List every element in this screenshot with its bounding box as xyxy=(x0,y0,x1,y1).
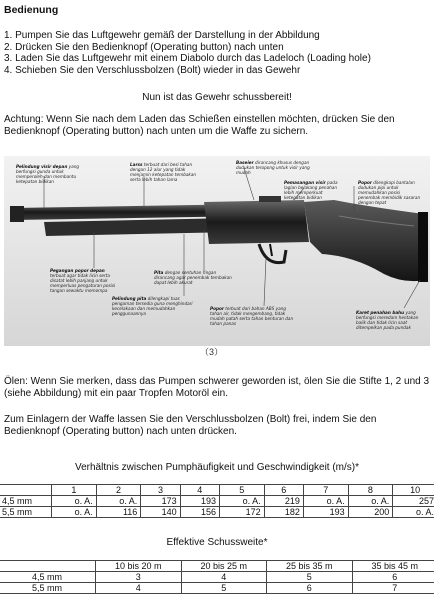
table-header-row xyxy=(0,561,434,572)
table-cell: o. A. xyxy=(348,496,393,507)
ready-note: Nun ist das Gewehr schussbereit! xyxy=(142,92,292,103)
table-cell: o. A. xyxy=(393,507,434,518)
table-cell: 200 xyxy=(348,507,393,518)
table-cell: 116 xyxy=(96,507,141,518)
table-cell: 156 xyxy=(180,507,219,518)
table-cell: 257 xyxy=(393,496,434,507)
table-cell xyxy=(0,485,52,496)
step-item: 4. Schieben Sie den Verschlussbolzen (Bolt) wieder in das Gewehr xyxy=(4,64,301,76)
step-item: 1. Pumpen Sie das Luftgewehr gemäß der Darstellung in der Abbildung xyxy=(4,30,320,41)
callout-front-sight: Pelindung visir depan yang berfungsi gunda untuk memperoleh dan membantu ketepatan bidikan xyxy=(16,164,80,184)
table-cell: o. A. xyxy=(52,496,97,507)
steps-list xyxy=(4,30,371,76)
table-cell: 3 xyxy=(141,485,180,496)
callout-forend-grip: Pegangan popor depan terbuat agar tidak licin serta disatat lebih panjang untuk memperluas pengaturan posisi tangan sewaktu memompa xyxy=(50,268,116,293)
table-cell: 5 xyxy=(181,583,267,594)
table-cell: 4 xyxy=(180,485,219,496)
rifle-figure xyxy=(4,156,430,346)
table-row xyxy=(0,583,434,594)
table-row xyxy=(0,496,434,507)
callout-barrel: Larss terbuat dari besi tahan dengan 12 alur yang tidak menjamin ketepatan tembakan serta lebih tahan lama xyxy=(130,162,197,182)
table-cell: 5,5 mm xyxy=(0,583,96,594)
step-item: 2. Drücken Sie den Bedienknopf (Operating button) nach unten xyxy=(4,41,284,53)
callout-trigger: Pita dengan sentuhan ringan dirancang agar penembak tembakan dapat lebih akurat xyxy=(154,270,232,285)
callout-stock: Popor dilengkapi bantalan dudukan pipi untuk memudahkan posisi penembak membidik sasaran dengan tepat xyxy=(358,180,421,205)
figure-label: （3） xyxy=(200,347,224,357)
table-cell: 10 bis 20 m xyxy=(96,561,182,572)
table-cell: 7 xyxy=(303,485,348,496)
table-cell: 193 xyxy=(303,507,348,518)
table-cell: 219 xyxy=(264,496,303,507)
table-cell: 2 xyxy=(96,485,141,496)
table-cell: o. A. xyxy=(96,496,141,507)
table-cell: 4 xyxy=(96,583,182,594)
table-cell: 5 xyxy=(219,485,264,496)
velocity-table-title: Verhältnis zwischen Pumphäufigkeit und Geschwindigkeit (m/s)* xyxy=(74,462,360,473)
table-cell: 10 xyxy=(393,485,434,496)
table-cell: 4,5 mm xyxy=(0,572,96,583)
table-cell: 140 xyxy=(141,507,180,518)
section-heading: Bedienung xyxy=(4,4,59,16)
table-cell: 7 xyxy=(352,583,434,594)
range-table-title: Effektive Schussweite* xyxy=(166,537,268,548)
table-cell: 3 xyxy=(96,572,182,583)
table-cell: o. A. xyxy=(303,496,348,507)
table-cell: 5 xyxy=(267,572,353,583)
table-cell: 173 xyxy=(141,496,180,507)
table-row xyxy=(0,572,434,583)
caution-text: Achtung: Wenn Sie nach dem Laden das Schießen einstellen möchten, drücken Sie den Bedienknopf (Operating button) nach unten um die Waffe zu sichern. xyxy=(4,114,395,137)
table-cell: o. A. xyxy=(52,507,97,518)
table-cell: 20 bis 25 m xyxy=(181,561,267,572)
table-cell: 5,5 mm xyxy=(0,507,52,518)
callout-scope-base: Baseier dirancang khusus dengan dudukan teropong untuk visir yang mudah xyxy=(236,160,310,175)
table-cell: 35 bis 45 m xyxy=(352,561,434,572)
table-cell: 6 xyxy=(267,583,353,594)
table-cell: 8 xyxy=(348,485,393,496)
oil-note: Ölen: Wenn Sie merken, dass das Pumpen schwerer geworden ist, ölen Sie die Stifte 1, 2 und 3 (siehe Abbildung) mit ein paar Tropfen Motoröl ein. xyxy=(4,376,430,399)
velocity-table xyxy=(0,484,434,518)
table-cell: o. A. xyxy=(219,496,264,507)
range-table xyxy=(0,560,434,594)
table-cell: 1 xyxy=(52,485,97,496)
storage-note: Zum Einlagern der Waffe lassen Sie den Verschlussbolzen (Bolt) frei, indem Sie den Bedienknopf (Operating button) nach unten drücken. xyxy=(4,414,377,437)
table-cell: 182 xyxy=(264,507,303,518)
table-cell: 4 xyxy=(181,572,267,583)
callout-trigger-guard: Pelindung pita dilengkapi tuas pengaman tersedia guna menghindari kecelakaan dan memudahkan penggunaannya xyxy=(112,296,193,316)
callout-butt-pad: Karet penahan bahu yang berfungsi meredam hentakan balik dan tidak licin saat ditempelkan pada pundak xyxy=(356,310,419,330)
step-item: 3. Laden Sie das Luftgewehr mit einem Diabolo durch das Ladeloch (Loading hole) xyxy=(4,53,371,64)
table-cell: 193 xyxy=(180,496,219,507)
table-cell: 4,5 mm xyxy=(0,496,52,507)
callout-rear-sight: Pemasangan visir pada lagian belakang penahan lebih memperkuat ketepatan bidikan xyxy=(284,180,338,200)
table-cell: 6 xyxy=(352,572,434,583)
table-cell: 25 bis 35 m xyxy=(267,561,353,572)
table-row xyxy=(0,507,434,518)
table-cell xyxy=(0,561,96,572)
table-header-row xyxy=(0,485,434,496)
table-cell: 6 xyxy=(264,485,303,496)
table-cell: 172 xyxy=(219,507,264,518)
callout-stock-material: Popor terbuat dari bahan ABS yang tahan air, tidak mengembang, tidak mudah patah serta tahan benturan dan tahan panas xyxy=(210,306,294,326)
